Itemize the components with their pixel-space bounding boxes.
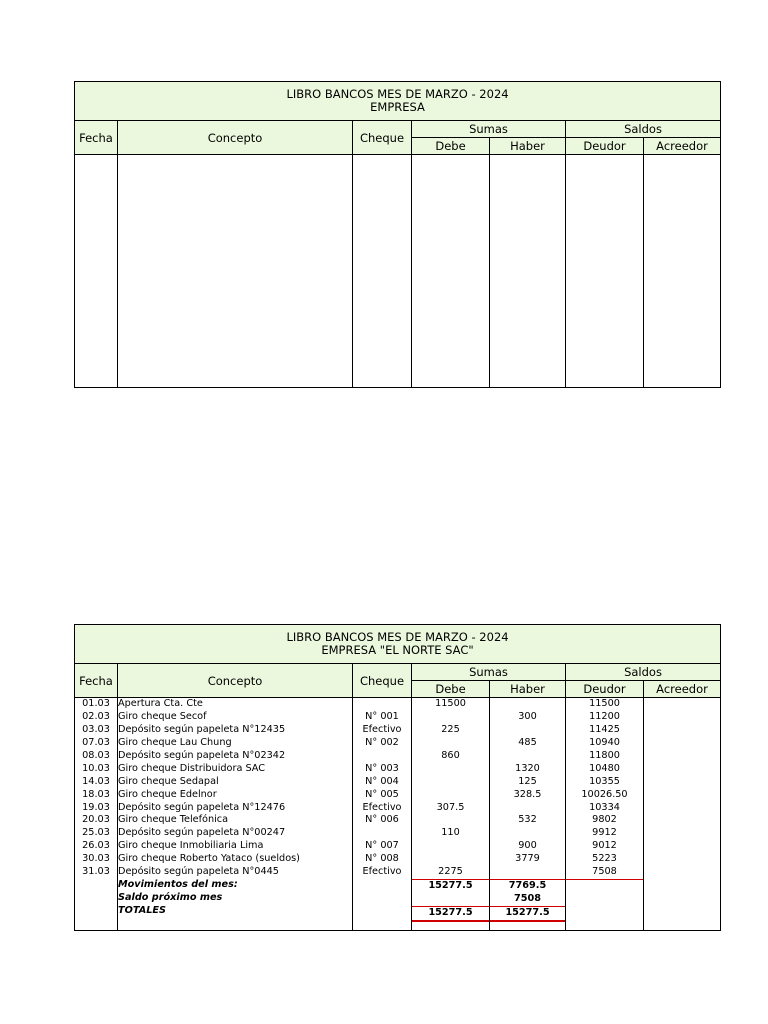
haber-cell: 125 bbox=[518, 775, 537, 787]
haber-cell: 328.5 bbox=[513, 788, 542, 800]
deudor-cell: 10940 bbox=[589, 736, 620, 748]
concepto-cell: Giro cheque Inmobiliaria Lima bbox=[118, 840, 264, 852]
ledger-title: LIBRO BANCOS MES DE MARZO - 2024 bbox=[286, 87, 509, 101]
acreedor-cell bbox=[644, 763, 720, 776]
fecha-cell: 26.03 bbox=[82, 840, 110, 852]
concepto-cell: Saldo próximo mes bbox=[118, 892, 223, 904]
debe-cell bbox=[412, 893, 489, 906]
concepto-cell: Movimientos del mes: bbox=[118, 879, 238, 891]
cheque-cell bbox=[353, 698, 411, 711]
cheque-cell bbox=[353, 879, 411, 892]
concepto-cell: Giro cheque Lau Chung bbox=[118, 736, 232, 748]
concepto-cell: Depósito según papeleta N°00247 bbox=[118, 827, 286, 839]
cheque-cell bbox=[353, 827, 411, 840]
cheque-cell: N° 005 bbox=[365, 788, 399, 800]
concepto-column bbox=[118, 698, 353, 931]
cheque-cell: N° 008 bbox=[365, 853, 399, 865]
debe-cell: 860 bbox=[441, 749, 460, 761]
cheque-cell: Efectivo bbox=[362, 801, 402, 813]
ledger-title: LIBRO BANCOS MES DE MARZO - 2024 bbox=[286, 630, 509, 644]
fecha-column bbox=[75, 698, 118, 931]
header-acreedor: Acreedor bbox=[644, 138, 721, 155]
debe-column bbox=[412, 698, 490, 931]
concepto-cell: Depósito según papeleta N°0445 bbox=[118, 866, 279, 878]
debe-cell bbox=[412, 737, 489, 750]
header-debe: Debe bbox=[412, 681, 490, 698]
fecha-cell: 03.03 bbox=[82, 723, 110, 735]
header-fecha: Fecha bbox=[75, 121, 118, 155]
haber-cell: 3779 bbox=[515, 853, 540, 865]
acreedor-cell bbox=[644, 789, 720, 802]
fecha-cell: 31.03 bbox=[82, 866, 110, 878]
cheque-cell bbox=[353, 905, 411, 918]
ledger-title-block bbox=[75, 82, 721, 121]
empty-cell bbox=[490, 155, 566, 388]
debe-cell bbox=[412, 776, 489, 789]
fecha-cell bbox=[75, 905, 117, 918]
deudor-cell: 9912 bbox=[592, 827, 617, 839]
acreedor-cell bbox=[644, 814, 720, 827]
debe-cell: 110 bbox=[441, 827, 460, 839]
acreedor-cell bbox=[644, 698, 720, 711]
haber-cell: 15277.5 bbox=[490, 906, 565, 922]
fecha-cell: 02.03 bbox=[82, 710, 110, 722]
cheque-cell: N° 006 bbox=[365, 814, 399, 826]
cheque-cell: N° 001 bbox=[365, 710, 399, 722]
fecha-cell: 20.03 bbox=[82, 814, 110, 826]
deudor-cell: 11200 bbox=[589, 710, 620, 722]
fecha-cell: 01.03 bbox=[82, 698, 110, 709]
cheque-cell: N° 007 bbox=[365, 840, 399, 852]
fecha-cell: 30.03 bbox=[82, 853, 110, 865]
haber-cell bbox=[490, 698, 565, 711]
acreedor-cell bbox=[644, 776, 720, 789]
header-deudor: Deudor bbox=[566, 138, 644, 155]
acreedor-cell bbox=[644, 892, 720, 905]
haber-cell: 300 bbox=[518, 710, 537, 722]
debe-cell bbox=[412, 789, 489, 802]
fecha-cell: 07.03 bbox=[82, 736, 110, 748]
acreedor-cell bbox=[644, 905, 720, 918]
concepto-cell: Depósito según papeleta N°12435 bbox=[118, 723, 286, 735]
concepto-cell: Giro cheque Secof bbox=[118, 710, 207, 722]
cheque-cell: Efectivo bbox=[362, 723, 402, 735]
header-haber: Haber bbox=[490, 138, 566, 155]
empty-cell bbox=[644, 155, 721, 388]
deudor-cell: 9802 bbox=[592, 814, 617, 826]
acreedor-column bbox=[644, 698, 721, 931]
deudor-cell: 10355 bbox=[589, 775, 620, 787]
header-fecha: Fecha bbox=[75, 664, 118, 698]
concepto-cell: Giro cheque Edelnor bbox=[118, 788, 217, 800]
deudor-cell: 10334 bbox=[589, 801, 620, 813]
fecha-cell: 10.03 bbox=[82, 762, 110, 774]
deudor-cell: 10026.50 bbox=[581, 788, 628, 800]
fecha-cell bbox=[75, 879, 117, 892]
debe-cell: 307.5 bbox=[436, 801, 465, 813]
deudor-cell bbox=[566, 893, 643, 906]
concepto-cell: Giro cheque Roberto Yataco (sueldos) bbox=[118, 853, 300, 865]
ledger-title-block bbox=[75, 625, 721, 664]
haber-cell: 7508 bbox=[514, 893, 541, 905]
header-saldos: Saldos bbox=[566, 121, 721, 138]
concepto-cell: Giro cheque Sedapal bbox=[118, 775, 219, 787]
header-concepto: Concepto bbox=[118, 664, 353, 698]
deudor-column bbox=[566, 698, 644, 931]
debe-cell: 2275 bbox=[438, 866, 463, 878]
haber-column bbox=[490, 698, 566, 931]
debe-cell: 15277.5 bbox=[412, 906, 489, 922]
deudor-cell bbox=[566, 906, 643, 919]
haber-cell: 7769.5 bbox=[490, 879, 565, 893]
debe-cell: 225 bbox=[441, 723, 460, 735]
cheque-cell: N° 002 bbox=[365, 736, 399, 748]
debe-cell bbox=[412, 711, 489, 724]
debe-cell bbox=[412, 840, 489, 853]
empty-cell bbox=[353, 155, 412, 388]
deudor-cell: 11800 bbox=[589, 749, 620, 761]
fecha-cell: 25.03 bbox=[82, 827, 110, 839]
fecha-cell: 19.03 bbox=[82, 801, 110, 813]
acreedor-cell bbox=[644, 840, 720, 853]
empty-cell bbox=[118, 155, 353, 388]
haber-cell: 900 bbox=[518, 840, 537, 852]
acreedor-cell bbox=[644, 853, 720, 866]
debe-cell: 11500 bbox=[435, 698, 466, 709]
deudor-cell: 11500 bbox=[589, 698, 620, 709]
ledger-subtitle: EMPRESA bbox=[370, 100, 425, 114]
header-acreedor: Acreedor bbox=[644, 681, 721, 698]
ledger-table-el-norte bbox=[74, 624, 721, 931]
cheque-cell bbox=[353, 892, 411, 905]
haber-cell bbox=[490, 802, 565, 815]
deudor-cell: 9012 bbox=[592, 840, 617, 852]
debe-cell: 15277.5 bbox=[412, 879, 489, 893]
ledger-subtitle: EMPRESA "EL NORTE SAC" bbox=[321, 643, 474, 657]
concepto-cell: Apertura Cta. Cte bbox=[118, 698, 203, 709]
acreedor-cell bbox=[644, 827, 720, 840]
fecha-cell: 08.03 bbox=[82, 749, 110, 761]
header-deudor: Deudor bbox=[566, 681, 644, 698]
fecha-cell: 14.03 bbox=[82, 775, 110, 787]
haber-cell: 485 bbox=[518, 736, 537, 748]
acreedor-cell bbox=[644, 802, 720, 815]
concepto-cell: Depósito según papeleta N°12476 bbox=[118, 801, 286, 813]
debe-cell bbox=[412, 814, 489, 827]
header-haber: Haber bbox=[490, 681, 566, 698]
header-sumas: Sumas bbox=[412, 664, 566, 681]
deudor-cell: 7508 bbox=[566, 866, 643, 880]
cheque-column bbox=[353, 698, 412, 931]
debe-cell bbox=[412, 853, 489, 866]
concepto-cell: Depósito según papeleta N°02342 bbox=[118, 749, 286, 761]
haber-cell bbox=[490, 750, 565, 763]
deudor-cell: 5223 bbox=[592, 853, 617, 865]
ledger-table-empty bbox=[74, 81, 721, 388]
haber-cell bbox=[490, 827, 565, 840]
acreedor-cell bbox=[644, 750, 720, 763]
acreedor-cell bbox=[644, 866, 720, 879]
acreedor-cell bbox=[644, 711, 720, 724]
haber-cell bbox=[490, 866, 565, 879]
fecha-cell: 18.03 bbox=[82, 788, 110, 800]
header-debe: Debe bbox=[412, 138, 490, 155]
deudor-cell: 10480 bbox=[589, 762, 620, 774]
haber-cell bbox=[490, 724, 565, 737]
header-concepto: Concepto bbox=[118, 121, 353, 155]
empty-cell bbox=[566, 155, 644, 388]
empty-cell bbox=[75, 155, 118, 388]
fecha-cell bbox=[75, 892, 117, 905]
header-saldos: Saldos bbox=[566, 664, 721, 681]
acreedor-cell bbox=[644, 737, 720, 750]
debe-cell bbox=[412, 763, 489, 776]
cheque-cell: Efectivo bbox=[362, 866, 402, 878]
header-cheque: Cheque bbox=[353, 121, 412, 155]
concepto-cell: TOTALES bbox=[118, 905, 166, 916]
deudor-cell bbox=[566, 880, 643, 893]
cheque-cell bbox=[353, 750, 411, 763]
concepto-cell: Giro cheque Distribuidora SAC bbox=[118, 762, 266, 774]
acreedor-cell bbox=[644, 879, 720, 892]
cheque-cell: N° 003 bbox=[365, 762, 399, 774]
haber-cell: 1320 bbox=[515, 762, 540, 774]
acreedor-cell bbox=[644, 724, 720, 737]
concepto-cell: Giro cheque Telefónica bbox=[118, 814, 229, 826]
deudor-cell: 11425 bbox=[589, 723, 620, 735]
empty-cell bbox=[412, 155, 490, 388]
header-cheque: Cheque bbox=[353, 664, 412, 698]
cheque-cell: N° 004 bbox=[365, 775, 399, 787]
haber-cell: 532 bbox=[518, 814, 537, 826]
header-sumas: Sumas bbox=[412, 121, 566, 138]
